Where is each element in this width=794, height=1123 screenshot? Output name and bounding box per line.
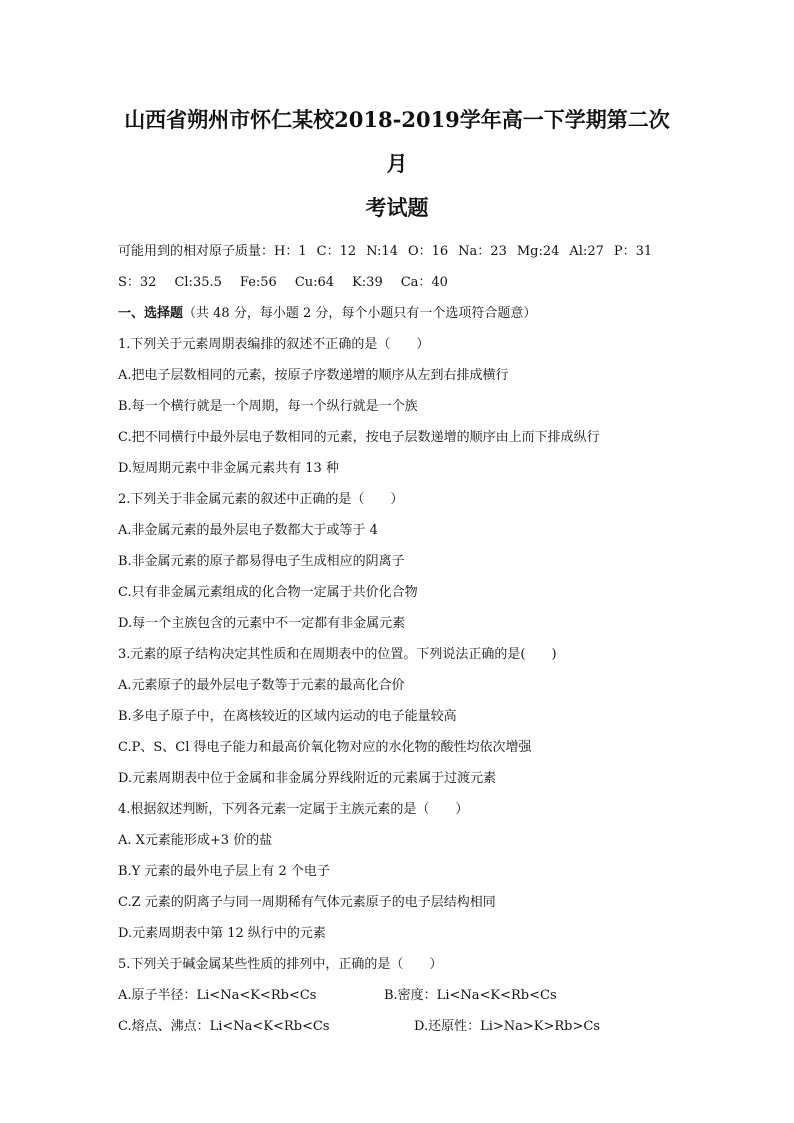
atomic-mass-s: S：32	[118, 275, 157, 290]
section-heading	[118, 298, 676, 329]
question-3-option-c: C.P、S、Cl 得电子能力和最高价氧化物对应的水化物的酸性均依次增强	[118, 740, 532, 755]
atomic-masses-row2	[118, 267, 676, 298]
atomic-mass-fe: Fe:56	[239, 275, 277, 290]
question-5-option-c: C.熔点、沸点：Li<Na<K<Rb<Cs	[118, 1019, 330, 1034]
atomic-mass-al: Al:27	[569, 244, 604, 259]
question-2-stem: 2.下列关于非金属元素的叙述中正确的是（ ）	[118, 492, 404, 507]
question-5-option-a: A.原子半径：Li<Na<K<Rb<Cs	[118, 988, 317, 1003]
atomic-mass-n: N:14	[366, 244, 398, 259]
atomic-masses-row1	[118, 236, 676, 267]
question-4-option-d: D.元素周期表中第 12 纵行中的元素	[118, 926, 326, 941]
question-5-option-b: B.密度：Li<Na<K<Rb<Cs	[384, 988, 557, 1003]
question-4-option-b: B.Y 元素的最外电子层上有 2 个电子	[118, 864, 330, 879]
question-5-stem: 5.下列关于碱金属某些性质的排列中，正确的是（ ）	[118, 957, 443, 972]
question-2-option-b: B.非金属元素的原子都易得电子生成相应的阴离子	[118, 554, 405, 569]
atomic-mass-h: H：1	[274, 244, 307, 259]
question-4-stem: 4.根据叙述判断，下列各元素一定属于主族元素的是（ ）	[118, 802, 469, 817]
atomic-mass-c: C：12	[316, 244, 357, 259]
question-2-option-a: A.非金属元素的最外层电子数都大于或等于 4	[118, 523, 378, 538]
question-3-option-d: D.元素周期表中位于金属和非金属分界线附近的元素属于过渡元素	[118, 771, 497, 786]
question-1-stem: 1.下列关于元素周期表编排的叙述不正确的是（ ）	[118, 337, 430, 352]
question-4-option-c: C.Z 元素的阴离子与同一周期稀有气体元素原子的电子层结构相同	[118, 895, 496, 910]
question-3-option-a: A.元素原子的最外层电子数等于元素的最高化合价	[118, 678, 405, 693]
question-2-option-d: D.每一个主族包含的元素中不一定都有非金属元素	[118, 616, 406, 631]
question-5-options-row1	[118, 980, 676, 1011]
question-4-option-a: A. X元素能形成+3 价的盐	[118, 833, 273, 848]
atomic-mass-k: K:39	[352, 275, 383, 290]
question-1-option-b: B.每一个横行就是一个周期，每一个纵行就是一个族	[118, 399, 418, 414]
question-1-option-c: C.把不同横行中最外层电子数相同的元素，按电子层数递增的顺序由上而下排成纵行	[118, 430, 600, 445]
section-label: 一、选择题	[118, 306, 184, 321]
atomic-mass-o: O：16	[407, 244, 449, 259]
question-1-option-a: A.把电子层数相同的元素，按原子序数递增的顺序从左到右排成横行	[118, 368, 509, 383]
question-5-options-row2	[118, 1011, 676, 1042]
atomic-mass-na: Na：23	[458, 244, 507, 259]
section-note: （共 48 分，每小题 2 分，每个小题只有一个选项符合题意）	[183, 306, 537, 321]
atomic-mass-p: P：31	[613, 244, 653, 259]
document-title-line2: 考试题	[365, 195, 429, 220]
question-5-option-d: D.还原性：Li>Na>K>Rb>Cs	[414, 1019, 601, 1034]
question-3-option-b: B.多电子原子中，在离核较近的区域内运动的电子能量较高	[118, 709, 457, 724]
atomic-mass-mg: Mg:24	[516, 244, 560, 259]
question-2-option-c: C.只有非金属元素组成的化合物一定属于共价化合物	[118, 585, 418, 600]
atomic-mass-cu: Cu:64	[294, 275, 335, 290]
atomic-mass-cl: Cl:35.5	[174, 275, 222, 290]
atomic-masses-label: 可能用到的相对原子质量：	[118, 244, 275, 259]
document-title-line1: 山西省朔州市怀仁某校2018-2019学年高一下学期第二次月	[124, 107, 670, 176]
question-3-stem: 3.元素的原子结构决定其性质和在周期表中的位置。下列说法正确的是( )	[118, 647, 557, 662]
atomic-mass-ca: Ca：40	[400, 275, 448, 290]
question-1-option-d: D.短周期元素中非金属元素共有 13 种	[118, 461, 339, 476]
